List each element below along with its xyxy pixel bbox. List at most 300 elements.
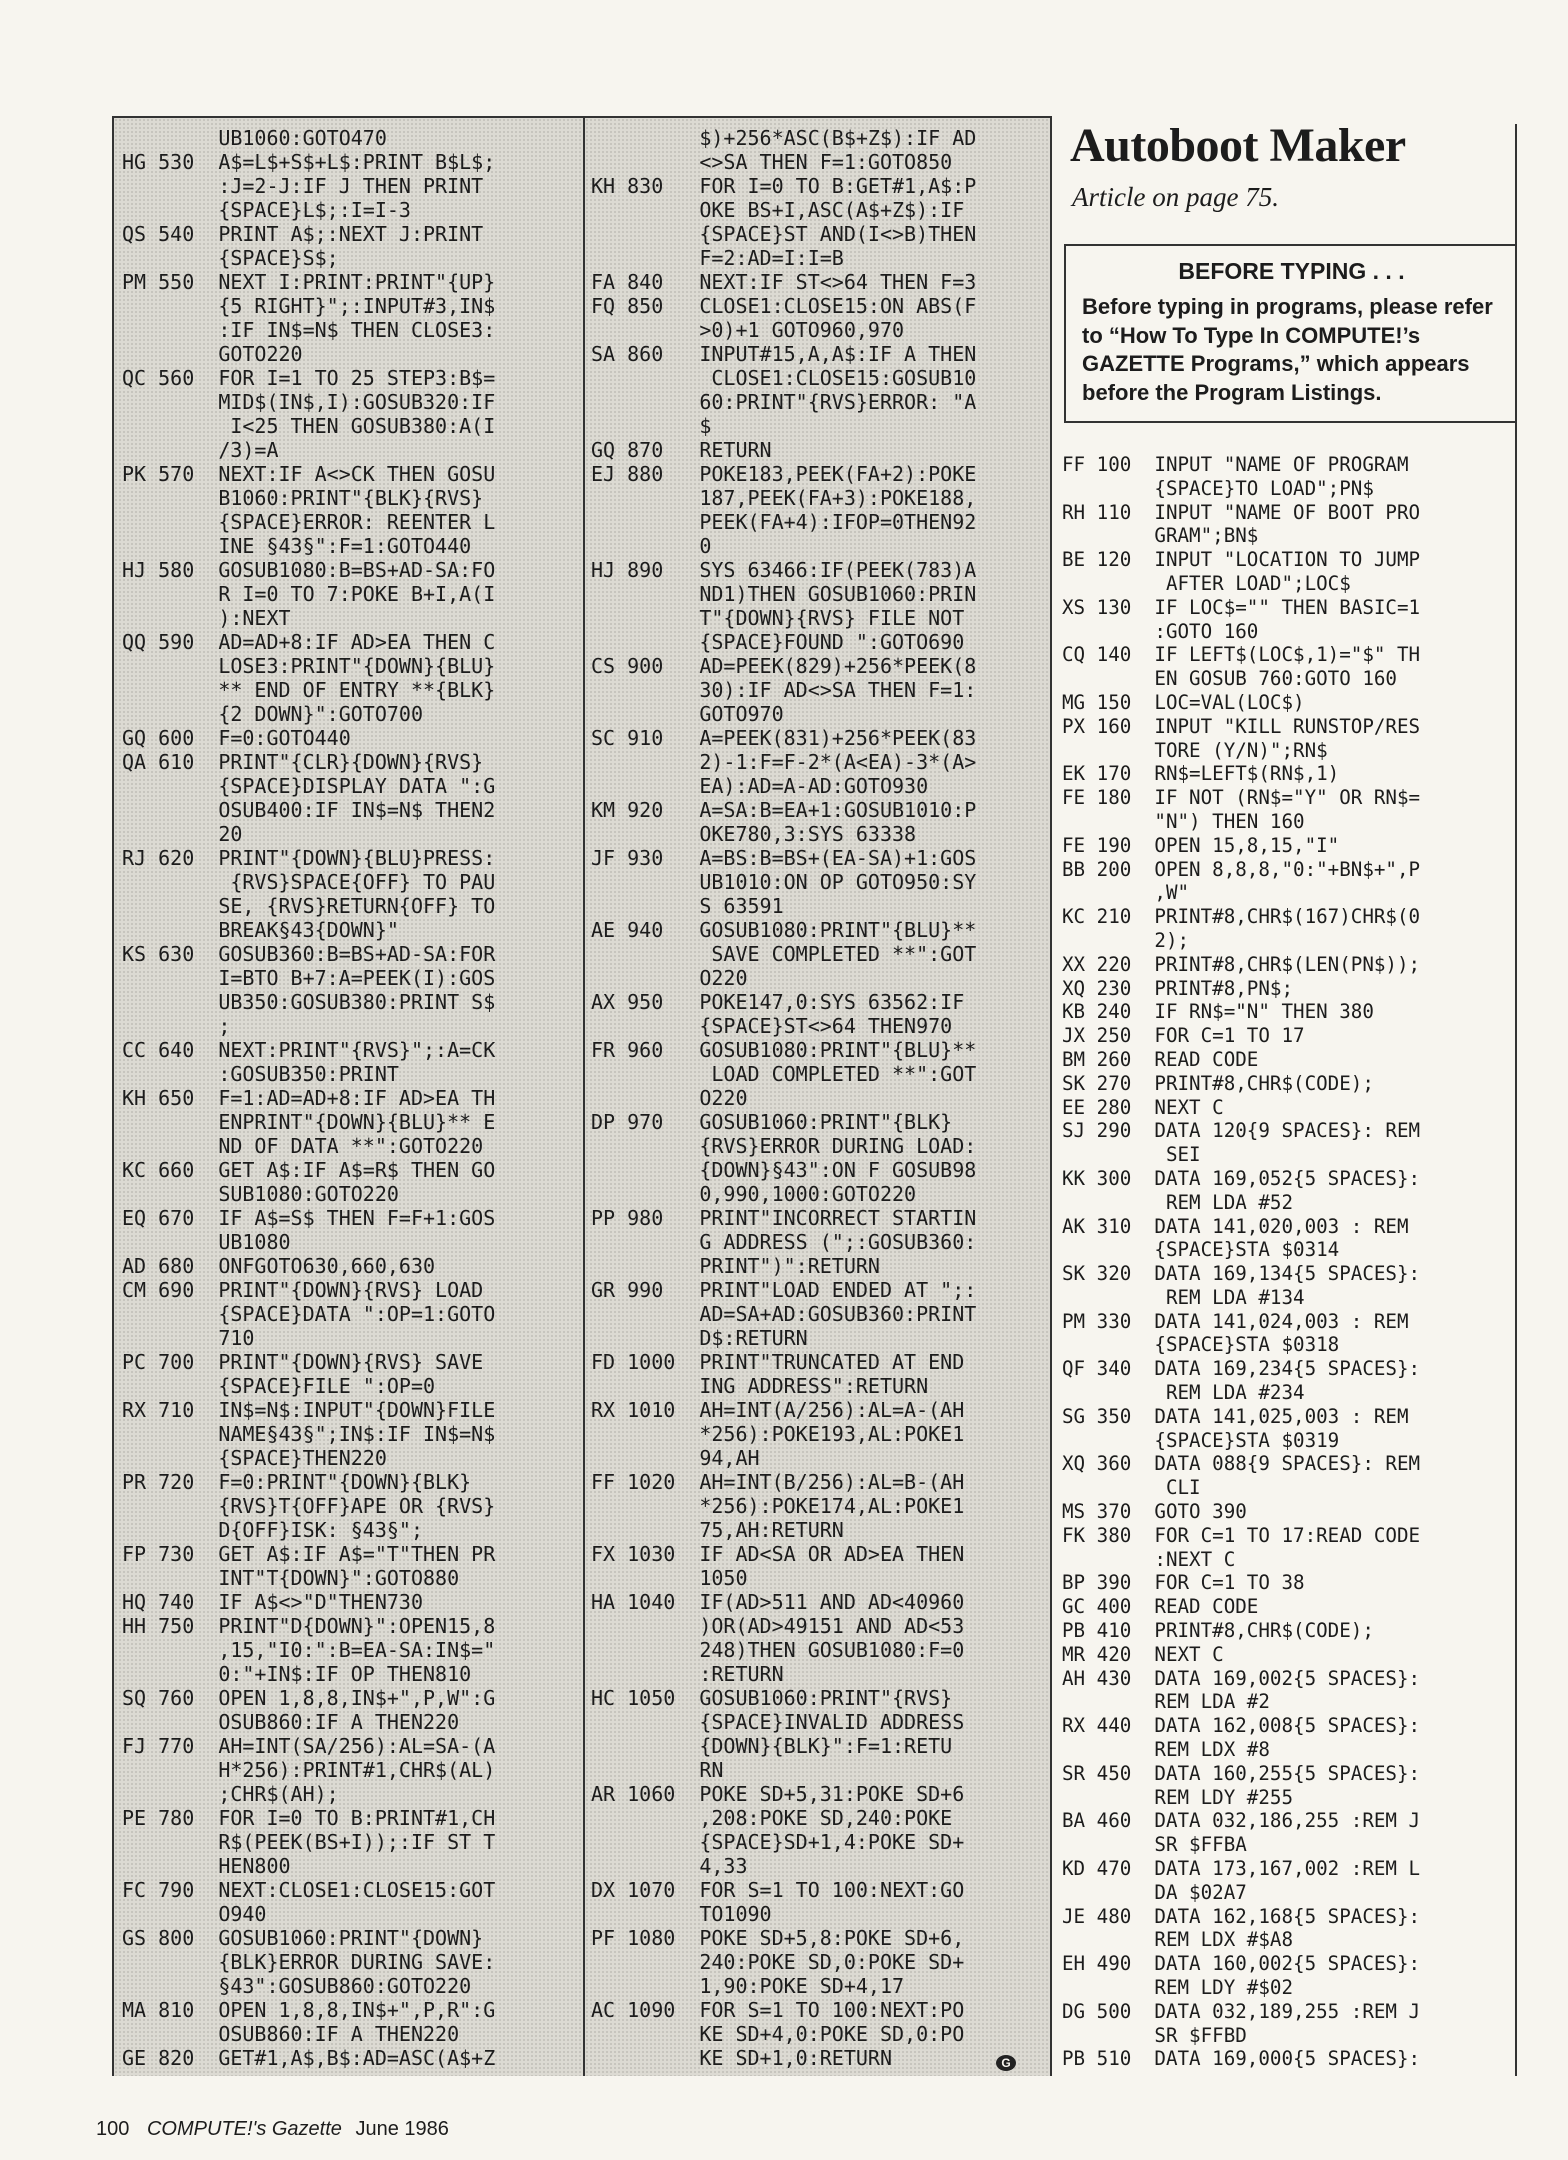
code-text: OPEN 8,8,8,"0:"+BN$+",P xyxy=(1154,857,1421,881)
line-number xyxy=(627,1158,699,1182)
checksum xyxy=(1062,1548,1097,1572)
checksum: GQ xyxy=(591,438,616,462)
listing-line xyxy=(1062,1548,1517,1572)
checksum: SG xyxy=(1062,1404,1086,1428)
line-number xyxy=(158,246,218,270)
checksum: PM xyxy=(1062,1309,1086,1333)
listing-line xyxy=(591,630,976,654)
line-number xyxy=(627,1446,699,1470)
code-text: DATA 120{9 SPACES}: REM xyxy=(1154,1119,1421,1143)
code-text: NEXT:IF ST<>64 THEN F=3 xyxy=(699,270,977,294)
listing-line xyxy=(591,1230,976,1254)
line-number: 1080 xyxy=(627,1926,676,1950)
code-text: DATA 032,189,255 :REM J xyxy=(1154,1999,1421,2023)
listing-line xyxy=(122,1662,495,1686)
line-number: 400 xyxy=(1096,1595,1132,1619)
code-text: SAVE COMPLETED **":GOT xyxy=(699,942,977,966)
code-text: I<25 THEN GOSUB380:A(I xyxy=(218,414,496,438)
code-text: GOTO220 xyxy=(218,342,303,366)
listing-line xyxy=(591,1254,976,1278)
listing-line xyxy=(1062,1167,1517,1191)
line-number: 530 xyxy=(158,150,195,174)
checksum xyxy=(122,1638,158,1662)
listing-line xyxy=(591,1758,976,1782)
code-text: 1050 xyxy=(699,1566,748,1590)
checksum xyxy=(122,510,158,534)
code-text: IF RN$="N" THEN 380 xyxy=(1154,1000,1374,1024)
line-number: 420 xyxy=(1096,1642,1132,1666)
code-text: LOAD COMPLETED **":GOT xyxy=(699,1062,977,1086)
listing-line xyxy=(1062,1429,1517,1453)
checksum xyxy=(1062,1191,1097,1215)
code-text: AD=AD+8:IF AD>EA THEN C xyxy=(218,630,496,654)
listing-line xyxy=(122,1806,495,1830)
checksum: SC xyxy=(591,726,616,750)
checksum xyxy=(122,870,158,894)
listing-line xyxy=(122,822,495,846)
checksum xyxy=(122,894,158,918)
listing-line xyxy=(591,654,976,678)
checksum xyxy=(122,654,158,678)
line-number xyxy=(627,1014,699,1038)
checksum: PE xyxy=(122,1806,147,1830)
listing-line xyxy=(122,1398,495,1422)
listing-line xyxy=(591,894,976,918)
listing-line xyxy=(591,1278,976,1302)
listing-line xyxy=(1062,1762,1517,1786)
code-text: PRINT#8,PN$; xyxy=(1154,976,1294,1000)
listing-line xyxy=(1062,1976,1517,2000)
listing-line xyxy=(1062,762,1517,786)
code-text: INPUT "KILL RUNSTOP/RES xyxy=(1154,714,1421,738)
code-text: PRINT")":RETURN xyxy=(699,1254,880,1278)
line-number xyxy=(627,1974,699,1998)
line-number xyxy=(627,1302,699,1326)
line-number xyxy=(627,1566,699,1590)
line-number: 440 xyxy=(1096,1714,1132,1738)
checksum: PM xyxy=(122,270,147,294)
code-text: *256):POKE174,AL:POKE1 xyxy=(699,1494,965,1518)
before-typing-box xyxy=(1064,244,1517,423)
listing-line xyxy=(122,150,495,174)
listing-line xyxy=(122,126,495,150)
checksum xyxy=(122,1374,158,1398)
checksum: QF xyxy=(1062,1357,1086,1381)
listing-line xyxy=(122,726,495,750)
checksum xyxy=(591,702,627,726)
listing-line xyxy=(1062,1476,1517,1500)
line-number: 1020 xyxy=(627,1470,676,1494)
column-rule xyxy=(1515,124,1517,2076)
code-text: IN$=N$:INPUT"{DOWN}FILE xyxy=(218,1398,496,1422)
listing-line xyxy=(591,1110,976,1134)
code-text: POKE SD+5,8:POKE SD+6, xyxy=(699,1926,965,1950)
code-text: POKE147,0:SYS 63562:IF xyxy=(699,990,965,1014)
line-number xyxy=(1097,1690,1155,1714)
code-text: 60:PRINT"{RVS}ERROR: "A xyxy=(699,390,977,414)
code-text: FOR I=1 TO 25 STEP3:B$= xyxy=(218,366,496,390)
checksum xyxy=(122,294,158,318)
checksum xyxy=(591,1662,627,1686)
code-text: INE §43§":F=1:GOTO440 xyxy=(218,534,472,558)
checksum: BE xyxy=(1062,548,1086,572)
listing-line xyxy=(122,534,495,558)
listing-line xyxy=(122,918,495,942)
checksum xyxy=(591,390,627,414)
checksum xyxy=(591,966,627,990)
line-number xyxy=(1097,1476,1155,1500)
line-number xyxy=(158,534,218,558)
checksum xyxy=(122,702,158,726)
code-text: 75,AH:RETURN xyxy=(699,1518,844,1542)
line-number xyxy=(627,222,699,246)
checksum: FE xyxy=(1062,833,1086,857)
line-number: 600 xyxy=(158,726,195,750)
checksum xyxy=(591,1854,627,1878)
checksum xyxy=(122,438,158,462)
line-number xyxy=(158,1230,218,1254)
checksum xyxy=(1062,1476,1097,1500)
line-number xyxy=(1097,667,1155,691)
listing-line xyxy=(1062,1238,1517,1262)
listing-line xyxy=(122,1518,495,1542)
listing-line xyxy=(591,606,976,630)
code-text: R$(PEEK(BS+I));:IF ST T xyxy=(218,1830,496,1854)
listing-line xyxy=(122,1926,495,1950)
code-text: 2); xyxy=(1154,928,1190,952)
line-number xyxy=(1097,1928,1155,1952)
checksum xyxy=(1062,1833,1097,1857)
checksum: CQ xyxy=(1062,643,1086,667)
line-number xyxy=(627,1830,699,1854)
listing-line xyxy=(1062,1833,1517,1857)
listing-line xyxy=(122,990,495,1014)
code-text: SE, {RVS}RETURN{OFF} TO xyxy=(218,894,496,918)
listing-line xyxy=(591,1878,976,1902)
listing-line xyxy=(591,1134,976,1158)
listing-line xyxy=(591,1662,976,1686)
code-text: AH=INT(A/256):AL=A-(AH xyxy=(699,1398,965,1422)
code-text: /3)=A xyxy=(218,438,279,462)
line-number xyxy=(158,678,218,702)
code-text: {RVS}SPACE{OFF} TO PAU xyxy=(218,870,496,894)
checksum: QA xyxy=(122,750,147,774)
line-number: 390 xyxy=(1096,1571,1132,1595)
listing-line xyxy=(1062,810,1517,834)
line-number: 590 xyxy=(158,630,195,654)
code-text: OPEN 15,8,15,"I" xyxy=(1154,833,1340,857)
checksum: DP xyxy=(591,1110,616,1134)
listing-line xyxy=(591,750,976,774)
line-number xyxy=(627,2022,699,2046)
listing-line xyxy=(591,1854,976,1878)
listing-line xyxy=(591,294,976,318)
checksum: KS xyxy=(122,942,147,966)
listing-line xyxy=(1062,1333,1517,1357)
line-number: 730 xyxy=(158,1542,195,1566)
code-text: NEXT C xyxy=(1154,1642,1224,1666)
checksum: PC xyxy=(122,1350,147,1374)
listing-line xyxy=(122,654,495,678)
checksum: SK xyxy=(1062,1262,1086,1286)
line-number: 250 xyxy=(1096,1024,1132,1048)
line-number: 650 xyxy=(158,1086,195,1110)
line-number xyxy=(627,510,699,534)
checksum xyxy=(122,1494,158,1518)
checksum: EK xyxy=(1062,762,1086,786)
checksum xyxy=(1062,1690,1097,1714)
line-number xyxy=(158,294,218,318)
listing-line xyxy=(1062,905,1517,929)
listing-line xyxy=(1062,1357,1517,1381)
checksum: AK xyxy=(1062,1214,1086,1238)
listing-line xyxy=(1062,1857,1517,1881)
code-text: TORE (Y/N)";RN$ xyxy=(1154,738,1328,762)
listing-line xyxy=(1062,1881,1517,1905)
checksum xyxy=(122,318,158,342)
line-number xyxy=(1097,1191,1155,1215)
checksum xyxy=(591,1950,627,1974)
line-number xyxy=(627,894,699,918)
checksum: FX xyxy=(591,1542,616,1566)
code-text: {DOWN}§43":ON F GOSUB98 xyxy=(699,1158,977,1182)
line-number: 470 xyxy=(1096,1857,1132,1881)
code-text: DATA 169,000{5 SPACES}: xyxy=(1154,2047,1421,2071)
code-text: IF LEFT$(LOC$,1)="$" TH xyxy=(1154,643,1421,667)
listing-line xyxy=(591,1422,976,1446)
listing-line xyxy=(591,1974,976,1998)
checksum xyxy=(591,246,627,270)
checksum xyxy=(122,390,158,414)
checksum xyxy=(122,246,158,270)
code-text: PEEK(FA+4):IFOP=0THEN92 xyxy=(699,510,977,534)
line-number xyxy=(158,822,218,846)
checksum: PB xyxy=(1062,2047,1086,2071)
checksum xyxy=(1062,1429,1097,1453)
listing-line xyxy=(1062,2024,1517,2048)
code-text: CLI xyxy=(1154,1476,1201,1500)
line-number: 340 xyxy=(1096,1357,1132,1381)
code-text: SUB1080:GOTO220 xyxy=(218,1182,399,1206)
listing-line xyxy=(1062,1215,1517,1239)
checksum xyxy=(122,1062,158,1086)
line-number xyxy=(627,1326,699,1350)
code-text: SYS 63466:IF(PEEK(783)A xyxy=(699,558,977,582)
line-number: 450 xyxy=(1096,1761,1132,1785)
checksum xyxy=(122,414,158,438)
listing-line xyxy=(122,1974,495,1998)
listing-line xyxy=(1062,1096,1517,1120)
checksum: RJ xyxy=(122,846,147,870)
line-number xyxy=(627,750,699,774)
listing-line xyxy=(591,582,976,606)
code-text: OSUB400:IF IN$=N$ THEN2 xyxy=(218,798,496,822)
line-number: 160 xyxy=(1096,714,1132,738)
checksum: MS xyxy=(1062,1500,1086,1524)
code-text: PRINT"INCORRECT STARTIN xyxy=(699,1206,977,1230)
listing-column-2 xyxy=(583,116,1052,2076)
line-number xyxy=(627,606,699,630)
listing-line xyxy=(1062,1072,1517,1096)
line-number xyxy=(1097,881,1155,905)
listing-column-1 xyxy=(112,116,585,2076)
line-number xyxy=(1097,929,1155,953)
checksum xyxy=(122,678,158,702)
checksum xyxy=(591,582,627,606)
listing-line xyxy=(591,486,976,510)
checksum: KC xyxy=(1062,905,1086,929)
line-number: 990 xyxy=(627,1278,664,1302)
code-text: DATA 162,008{5 SPACES}: xyxy=(1154,1714,1421,1738)
listing-line xyxy=(122,1758,495,1782)
page-footer xyxy=(96,2118,449,2141)
checksum: RX xyxy=(591,1398,616,1422)
line-number xyxy=(1097,1286,1155,1310)
code-text: O940 xyxy=(218,1902,267,1926)
checksum xyxy=(591,1254,627,1278)
listing-line xyxy=(122,366,495,390)
code-text: ,208:POKE SD,240:POKE xyxy=(699,1806,953,1830)
listing-line xyxy=(1062,667,1517,691)
code-text: PRINT"D{DOWN}":OPEN15,8 xyxy=(218,1614,496,1638)
code-text: PRINT"{DOWN}{RVS} LOAD xyxy=(218,1278,484,1302)
listing-line xyxy=(591,1782,976,1806)
line-number: 630 xyxy=(158,942,195,966)
code-text: DATA 169,052{5 SPACES}: xyxy=(1154,1166,1421,1190)
listing-line xyxy=(1062,834,1517,858)
listing-line xyxy=(122,390,495,414)
listing-line xyxy=(591,534,976,558)
listing-line xyxy=(591,1038,976,1062)
line-number xyxy=(627,1950,699,1974)
line-number: 430 xyxy=(1096,1666,1132,1690)
checksum: KH xyxy=(122,1086,147,1110)
checksum: SR xyxy=(1062,1761,1086,1785)
listing-line xyxy=(122,702,495,726)
checksum xyxy=(1062,1286,1097,1310)
code-text: MID$(IN$,I):GOSUB320:IF xyxy=(218,390,496,414)
checksum xyxy=(591,318,627,342)
code-text: D$:RETURN xyxy=(699,1326,808,1350)
code-text: NEXT:IF A<>CK THEN GOSU xyxy=(218,462,496,486)
code-text: GET A$:IF A$="T"THEN PR xyxy=(218,1542,496,1566)
line-number: 560 xyxy=(158,366,195,390)
code-text: PRINT#8,CHR$(CODE); xyxy=(1154,1071,1374,1095)
listing-line xyxy=(591,726,976,750)
code-text: DATA 141,025,003 : REM xyxy=(1154,1404,1409,1428)
listing-line xyxy=(122,438,495,462)
code-text: 0:"+IN$:IF OP THEN810 xyxy=(218,1662,472,1686)
checksum: AD xyxy=(122,1254,147,1278)
line-number: 410 xyxy=(1096,1619,1132,1643)
line-number: 480 xyxy=(1096,1904,1132,1928)
code-text: KE SD+1,0:RETURN xyxy=(699,2046,892,2070)
listing-line xyxy=(591,1590,976,1614)
checksum: FA xyxy=(591,270,616,294)
checksum xyxy=(591,750,627,774)
listing-line xyxy=(591,1374,976,1398)
line-number xyxy=(627,414,699,438)
checksum xyxy=(591,1734,627,1758)
checksum xyxy=(1062,881,1097,905)
checksum xyxy=(591,1302,627,1326)
line-number xyxy=(1097,1381,1155,1405)
listing-line xyxy=(591,1518,976,1542)
checksum xyxy=(1062,477,1097,501)
listing-line xyxy=(1062,1405,1517,1429)
listing-line xyxy=(122,1542,495,1566)
listing-line xyxy=(591,558,976,582)
checksum: GC xyxy=(1062,1595,1086,1619)
listing-line xyxy=(591,1326,976,1350)
listing-line xyxy=(591,1446,976,1470)
line-number: 180 xyxy=(1096,786,1132,810)
listing-lines xyxy=(591,126,976,2070)
line-number xyxy=(158,1446,218,1470)
code-text: GET#1,A$,B$:AD=ASC(A$+Z xyxy=(218,2046,496,2070)
checksum xyxy=(591,510,627,534)
code-text: EN GOSUB 760:GOTO 160 xyxy=(1154,667,1397,691)
listing-line xyxy=(1062,1000,1517,1024)
listing-line xyxy=(1062,1500,1517,1524)
line-number: 350 xyxy=(1096,1404,1132,1428)
code-text: O220 xyxy=(699,1086,748,1110)
line-number xyxy=(1097,1238,1155,1262)
code-text: SR $FFBA xyxy=(1154,1833,1247,1857)
code-text: RETURN xyxy=(699,438,772,462)
line-number: 950 xyxy=(627,990,664,1014)
line-number xyxy=(158,414,218,438)
checksum: JF xyxy=(591,846,616,870)
line-number: 940 xyxy=(627,918,664,942)
line-number xyxy=(1097,1143,1155,1167)
code-text: GOTO 390 xyxy=(1154,1500,1247,1524)
listing-line xyxy=(122,2046,495,2070)
line-number xyxy=(158,1374,218,1398)
code-text: {SPACE}STA $0319 xyxy=(1154,1428,1340,1452)
code-text: {RVS}T{OFF}APE OR {RVS} xyxy=(218,1494,496,1518)
line-number xyxy=(627,1902,699,1926)
line-number xyxy=(627,198,699,222)
code-text: UB1080 xyxy=(218,1230,291,1254)
line-number xyxy=(627,1638,699,1662)
code-text: B1060:PRINT"{BLK}{RVS} xyxy=(218,486,484,510)
code-text: {RVS}ERROR DURING LOAD: xyxy=(699,1134,977,1158)
line-number xyxy=(1097,1976,1155,2000)
code-text: O220 xyxy=(699,966,748,990)
line-number xyxy=(158,174,218,198)
code-text: FOR I=0 TO B:GET#1,A$:P xyxy=(699,174,977,198)
listing-line xyxy=(1062,1786,1517,1810)
line-number xyxy=(627,1134,699,1158)
checksum: SQ xyxy=(122,1686,147,1710)
line-number: 460 xyxy=(1096,1809,1132,1833)
line-number xyxy=(158,1062,218,1086)
line-number: 320 xyxy=(1096,1262,1132,1286)
checksum: DX xyxy=(591,1878,616,1902)
line-number: 890 xyxy=(627,558,664,582)
line-number: 610 xyxy=(158,750,195,774)
line-number: 960 xyxy=(627,1038,664,1062)
checksum xyxy=(591,486,627,510)
code-text: ENPRINT"{DOWN}{BLU}** E xyxy=(218,1110,496,1134)
listing-line xyxy=(122,1278,495,1302)
listing-line xyxy=(122,246,495,270)
listing-line xyxy=(122,1878,495,1902)
code-text: IF AD<SA OR AD>EA THEN xyxy=(699,1542,965,1566)
listing-line xyxy=(591,270,976,294)
listing-line xyxy=(122,750,495,774)
